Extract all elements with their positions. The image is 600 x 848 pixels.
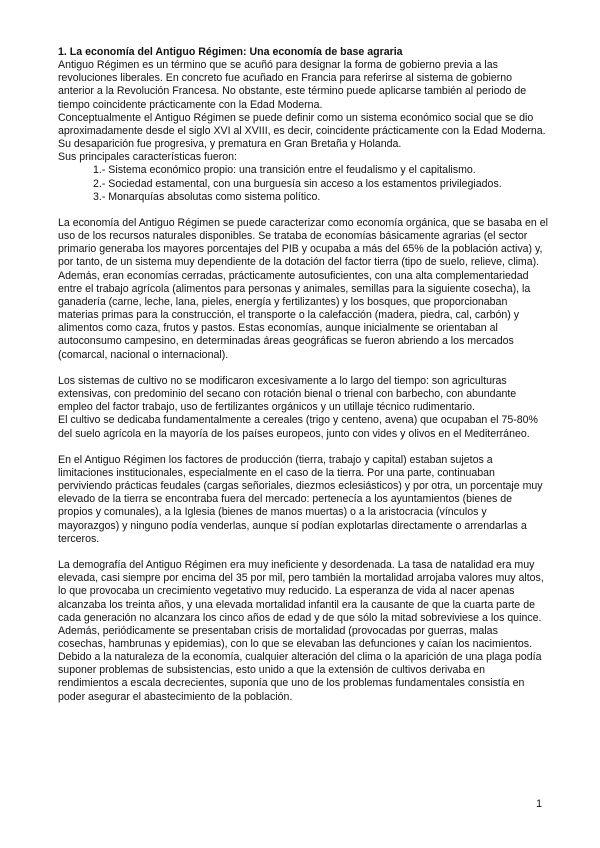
paragraph-gap (58, 441, 548, 454)
list-item: 1.- Sistema económico propio: una transición entre el feudalismo y el capitalismo. (93, 164, 476, 177)
document-body (58, 46, 548, 704)
intro-paragraph-2: Conceptualmente el Antiguo Régimen se puede definir como un sistema económico social que se dio aproximadamente desde el siglo XVI al XVIII, es decir, coincidente prácticamente con la Edad Moderna. Su desaparición fue progresiva, y prematura en Gran Bretaña y Holanda. (58, 111, 546, 151)
list-item: 3.- Monarquías absolutas como sistema político. (93, 190, 321, 203)
paragraph-gap (58, 546, 548, 559)
intro-paragraph-1: Antiguo Régimen es un término que se acuñó para designar la forma de gobierno previa a las revoluciones liberales. En concreto fue acuñado en Francia para referirse al sistema de gobierno anterior a la Revolución Francesa. No obstante, este término puede aplicarse también al periodo de tiempo coincidente prácticamente con la Edad Moderna. (58, 59, 527, 111)
economy-paragraph: La economía del Antiguo Régimen se puede caracterizar como economía orgánica, que se basaba en el uso de los recursos naturales disponibles. Se trataba de economías básicamente agrarias (el sector primario generaba los mayores porcentajes del PIB y ocupaba a más del 65% de la población activa) y, por tanto, de un sistema muy dependiente de la dotación del factor tierra (tipo de suelo, relieve, clima). Además, eran economías cerradas, prácticamente autosuficientes, con una alta complementariedad entre el trabajo agrícola (alimentos para personas y animales, semillas para la siguiente cosecha), la ganadería (carne, leche, lana, pieles, energía y fertilizantes) y los bosques, que proporcionaban materias primas para la construcción, el transporte o la calefacción (madera, piedra, cal, carbón) y alimentos como caza, frutos y pastos. Estas economías, aunque inicialmente se orientaban al autoconsumo campesino, en determinadas áreas geográficas se fueron abriendo a los mercados (comarcal, nacional o internacional). (58, 217, 548, 361)
demography-paragraph: La demografía del Antiguo Régimen era muy ineficiente y desordenada. La tasa de natalidad era muy elevada, casi siempre por encima del 35 por mil, pero también la mortalidad arrojaba valores muy altos, lo que provocaba un crecimiento vegetativo muy reducido. La esperanza de vida al nacer apenas alcanzaba los treinta años, y una elevada mortalidad infantil era la causante de que la cuarta parte de cada generación no alcanzara los cinco años de edad y de que sólo la mitad sobreviviese a los quince. Además, periódicamente se presentaban crisis de mortalidad (provocadas por guerras, malas cosechas, hambrunas y epidemias), con lo que se elevaban las defunciones y caían los nacimientos. Debido a la naturaleza de la economía, cualquier alteración del clima o la aparición de una plaga podía suponer problemas de subsistencias, esto unido a que la extensión de cultivos derivaba en rendimientos a escala decrecientes, suponía que uno de los problemas fundamentales consistía en poder asegurar el abastecimiento de la población. (58, 559, 544, 703)
paragraph-gap (58, 362, 548, 375)
list-item: 2.- Sociedad estamental, con una burguesía sin acceso a los estamentos privilegiados. (93, 177, 502, 190)
characteristics-lead: Sus principales características fueron: (58, 151, 237, 164)
characteristics-list (58, 164, 548, 203)
cereal-paragraph: El cultivo se dedicaba fundamentalmente a cereales (trigo y centeno, avena) que ocupaban el 75-80% del suelo agrícola en la mayoría de los países europeos, junto con vides y olivos en el Mediterráneo. (58, 414, 538, 440)
paragraph-gap (58, 204, 548, 217)
section-title: 1. La economía del Antiguo Régimen: Una economía de base agraria (58, 46, 403, 58)
production-factors-paragraph: En el Antiguo Régimen los factores de producción (tierra, trabajo y capital) estaban sujetos a limitaciones institucionales, especialmente en el caso de la tierra. Por una parte, continuaban perviviendo prácticas feudales (cargas señoriales, diezmos eclesiásticos) y por otra, un porcentaje muy elevado de la tierra se encontraba fuera del mercado: pertenecía a los ayuntamientos (bienes de propios y comunales), a la Iglesia (bienes de manos muertas) o a la aristocracia (vínculos y mayorazgos) y ninguno podía venderlas, aunque sí podían explotarlas directamente o arrendarlas a terceros. (58, 453, 543, 545)
cultivation-paragraph: Los sistemas de cultivo no se modificaron excesivamente a lo largo del tiempo: son agriculturas extensivas, con predominio del secano con rotación bienal o trienal con barbecho, con abundante empleo del factor trabajo, uso de fertilizantes orgánicos y un utillaje técnico rudimentario. (58, 374, 517, 414)
page-number: 1 (536, 798, 542, 810)
